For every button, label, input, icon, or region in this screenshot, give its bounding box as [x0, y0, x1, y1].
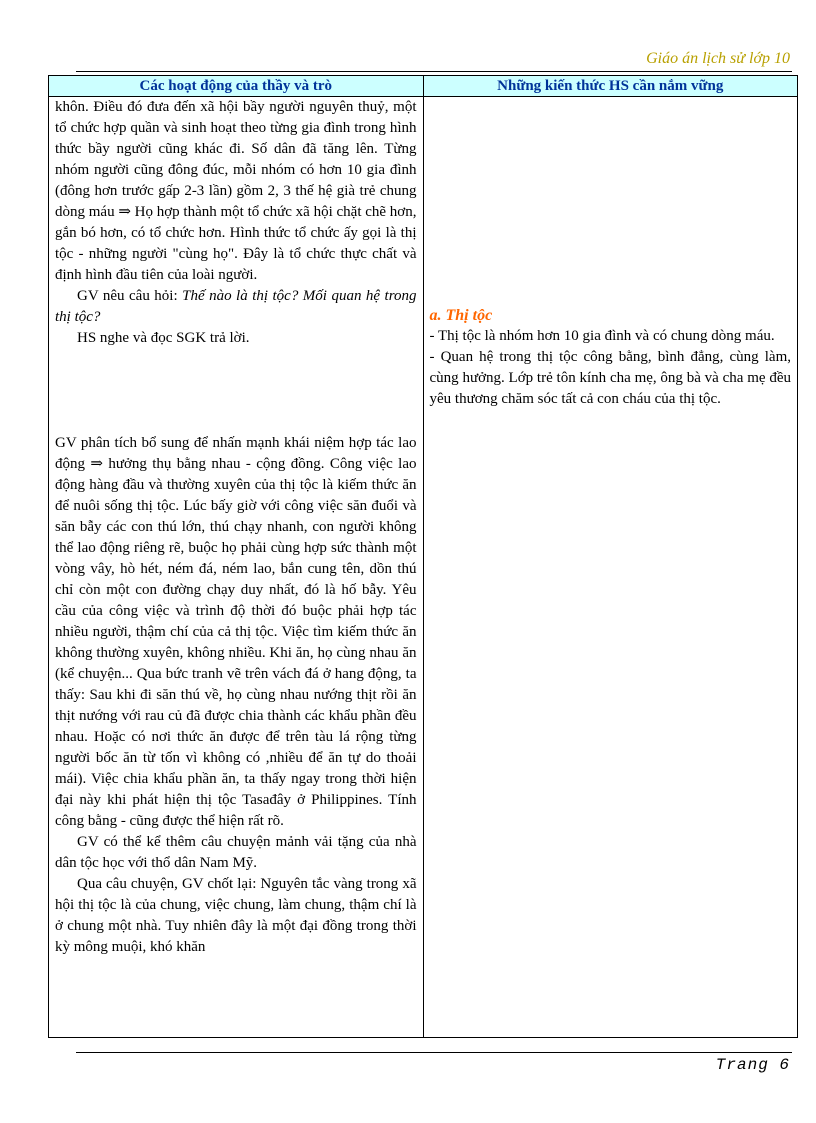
- knowledge-point: - Quan hệ trong thị tộc công bằng, bình đẳng, cùng làm, cùng hưởng. Lớp trẻ tôn kính cha mẹ, ông bà và cha mẹ đều yêu thương chăm sóc tất cả con cháu của thị tộc.: [429, 349, 791, 407]
- student-response: HS nghe và đọc SGK trả lời.: [77, 330, 250, 346]
- footer-rule: [76, 1052, 792, 1053]
- lesson-table: [48, 75, 798, 1038]
- page-number: Trang 6: [715, 1056, 790, 1074]
- question-text: Thế nào là thị tộc? Mối quan hệ trong thị tộc?: [55, 288, 417, 325]
- activities-cell: [49, 97, 424, 1038]
- document-header-title: Giáo án lịch sử lớp 10: [646, 50, 790, 67]
- activity-paragraph: GV phân tích bổ sung để nhấn mạnh khái niệm hợp tác lao động ⇒ hưởng thụ bằng nhau - cộng đồng. Công việc lao động hàng đầu và thường xuyên của thị tộc là kiếm thức ăn để nuôi sống thị tộc. Lúc bấy giờ với công việc săn đuổi và săn bẫy các con thú lớn, thú chạy nhanh, con người không thể lao động riêng rẽ, buộc họ phải cùng hợp sức thành một vòng vây, hò hét, ném đá, ném lao, bắn cung tên, dồn thú chỉ còn một con đường chạy duy nhất, đó là hố bẫy. Yêu cầu của công việc và trình độ thời đó buộc phải hợp tác nhiều người, thậm chí của cả thị tộc. Việc tìm kiếm thức ăn không thường xuyên, không nhiều. Khi ăn, họ cùng nhau ăn (kể chuyện... Qua bức tranh vẽ trên vách đá ở hang động, ta thấy: Sau khi đi săn thú về, họ cùng nhau nướng thịt rồi ăn thịt nướng với rau củ đã được chia thành các khẩu phần đều nhau. Hoặc có nơi thức ăn được để trên tàu lá rộng từng người bốc ăn từ tốn vì không có ,nhiều để ăn tự do thoải mái). Việc chia khẩu phần ăn, ta thấy ngay trong thời hiện đại này khi phát hiện thị tộc Tasađây ở Philippines. Tính công bằng - cũng được thể hiện rất rõ.: [55, 435, 417, 829]
- column-header-knowledge: Những kiến thức HS cần nắm vững: [423, 76, 798, 97]
- knowledge-cell: [423, 97, 798, 1038]
- activity-paragraph: GV có thể kể thêm câu chuyện mảnh vải tặng của nhà dân tộc học với thổ dân Nam Mỹ.: [55, 834, 417, 871]
- knowledge-point: - Thị tộc là nhóm hơn 10 gia đình và có chung dòng máu.: [429, 328, 775, 344]
- header-rule: [76, 71, 792, 72]
- activity-paragraph: Qua câu chuyện, GV chốt lại: Nguyên tắc vàng trong xã hội thị tộc là của chung, việc chung, làm chung, thậm chí là ở chung một nhà. Tuy nhiên đây là một đại đồng trong thời kỳ mông muội, khó khăn: [55, 876, 417, 955]
- column-header-activities: Các hoạt động của thầy và trò: [49, 76, 424, 97]
- section-heading: a. Thị tộc: [429, 307, 493, 324]
- question-lead: GV nêu câu hỏi:: [77, 288, 183, 304]
- teacher-question: [49, 286, 423, 328]
- activity-paragraph: khôn. Điều đó đưa đến xã hội bầy người nguyên thuỷ, một tổ chức hợp quần và sinh hoạt theo từng gia đình trong hình thức bầy người cũng khác đi. Số dân đã tăng lên. Từng nhóm người cũng đông đúc, mỗi nhóm có hơn 10 gia đình (đông hơn trước gấp 2-3 lần) gồm 2, 3 thế hệ già trẻ chung dòng máu ⇒ Họ hợp thành một tổ chức xã hội chặt chẽ hơn, gắn bó hơn, có tổ chức hơn. Hình thức tổ chức ấy gọi là thị tộc - những người "cùng họ". Đây là tổ chức thực chất và định hình đầu tiên của loài người.: [55, 99, 417, 283]
- spacer: [424, 97, 798, 305]
- spacer: [49, 349, 423, 433]
